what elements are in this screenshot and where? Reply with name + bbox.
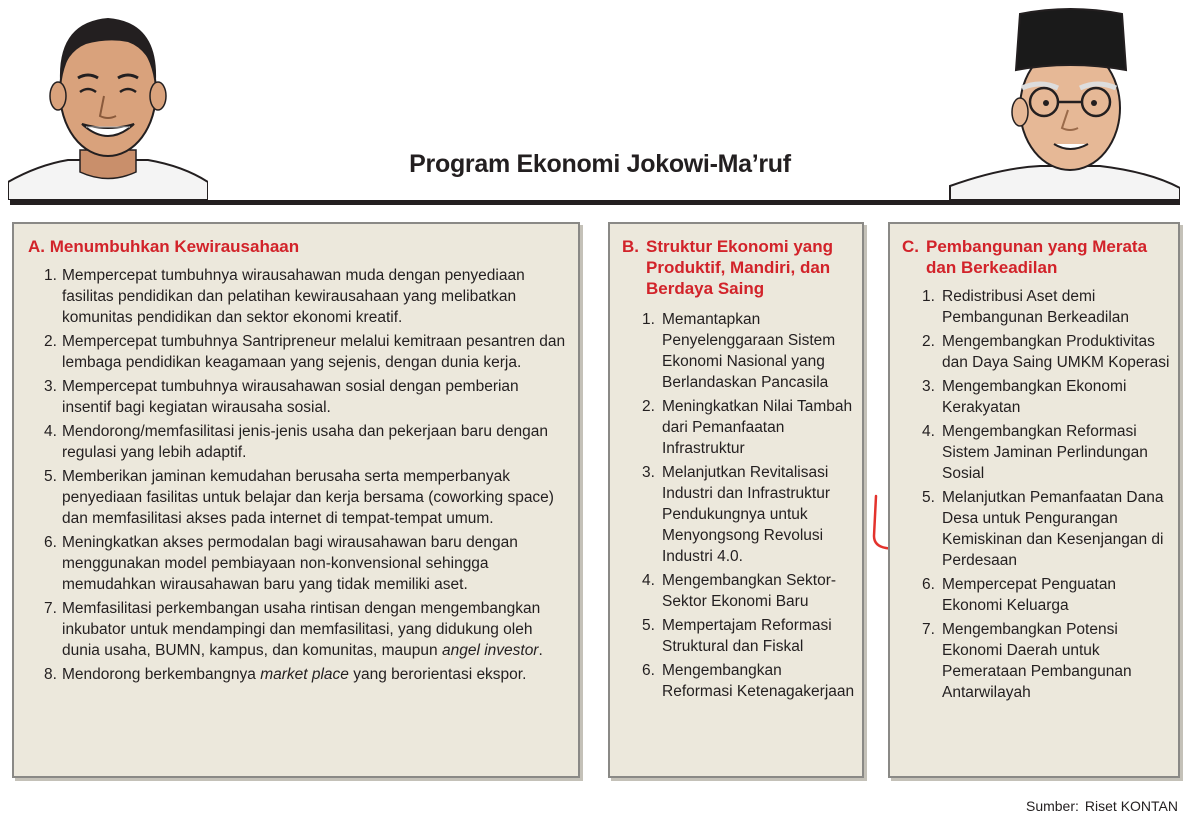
section-a-title: Menumbuhkan Kewirausahaan [49, 237, 300, 256]
item-text: Mengembangkan Sektor-Sektor Ekonomi Baru [662, 572, 837, 610]
source-value: Riset KONTAN [1084, 798, 1178, 814]
item-text: Mempertajam Reformasi Struktural dan Fiskal [662, 617, 832, 655]
item-text: Mempercepat tumbuhnya wirausahawan muda dengan penyediaan fasilitas pendidikan dan pelatihan kewirausahaan yang melibatkan komunitas pendidikan dan sektor ekonomi kreatif. [62, 267, 525, 326]
section-c-list [890, 286, 1178, 703]
section-b-item [610, 462, 862, 567]
item-number: 1. [642, 311, 655, 328]
section-a-panel [12, 222, 580, 778]
item-number: 4. [642, 572, 655, 589]
section-a-item [14, 376, 578, 418]
section-b-panel [608, 222, 864, 778]
item-number: 1. [44, 267, 57, 284]
section-b-item [610, 660, 862, 702]
page-title: Program Ekonomi Jokowi-Ma’ruf [409, 150, 791, 178]
section-c-item [890, 421, 1178, 484]
item-number: 4. [922, 423, 935, 440]
item-text: Mendorong berkembangnya [62, 666, 261, 683]
item-text-after: . [538, 642, 543, 659]
section-b-item [610, 615, 862, 657]
section-a-item [14, 265, 578, 328]
item-text: Mempercepat Penguatan Ekonomi Keluarga [942, 576, 1117, 614]
section-c-heading [902, 236, 1172, 278]
item-number: 4. [44, 423, 57, 440]
item-number: 3. [642, 464, 655, 481]
section-b-list [610, 309, 862, 702]
item-text: Memfasilitasi perkembangan usaha rintisan dengan mengembangkan inkubator untuk mendampingi dan memfasilitasi, yang didukung oleh dunia usaha, BUMN, kampus, dan komunitas, maupun [62, 600, 541, 659]
section-b-title: Struktur Ekonomi yang Produktif, Mandiri, dan Berdaya Saing [646, 237, 834, 298]
item-number: 2. [44, 333, 57, 350]
section-a-item [14, 598, 578, 661]
section-b-heading [622, 236, 856, 299]
section-c-panel [888, 222, 1180, 778]
item-text: Mengembangkan Ekonomi Kerakyatan [942, 378, 1127, 416]
section-b-item [610, 396, 862, 459]
item-text: Memberikan jaminan kemudahan berusaha serta memperbanyak penyediaan fasilitas untuk belajar dan kerja bersama (coworking space) dan memfasilitasi akses pada internet di tempat-tempat umum. [62, 468, 554, 527]
section-c-letter: C. [902, 237, 919, 256]
item-text: Mengembangkan Potensi Ekonomi Daerah untuk Pemerataan Pembangunan Antarwilayah [942, 621, 1132, 701]
item-number: 3. [922, 378, 935, 395]
section-b-letter: B. [622, 237, 639, 256]
section-c-item [890, 487, 1178, 571]
section-c-item [890, 574, 1178, 616]
item-emphasis: angel investor [441, 642, 539, 659]
item-number: 6. [642, 662, 655, 679]
title-divider [10, 200, 1180, 205]
item-number: 2. [642, 398, 655, 415]
section-b-item [610, 309, 862, 393]
section-a-heading [28, 236, 578, 257]
section-b-item [610, 570, 862, 612]
item-text: Meningkatkan akses permodalan bagi wirausahawan baru dengan menggunakan model pembiayaan non-konvensional sehingga memudahkan wirausahawan baru yang tidak memiliki aset. [62, 534, 518, 593]
item-text: Melanjutkan Pemanfaatan Dana Desa untuk Pengurangan Kemiskinan dan Kesenjangan di Perdesaan [942, 489, 1164, 569]
section-c-item [890, 331, 1178, 373]
section-a-list [14, 265, 578, 685]
item-number: 5. [44, 468, 57, 485]
section-c-item [890, 619, 1178, 703]
item-number: 3. [44, 378, 57, 395]
item-text: Melanjutkan Revitalisasi Industri dan Infrastruktur Pendukungnya untuk Menyongsong Revolusi Industri 4.0. [662, 464, 830, 565]
item-text: Mempercepat tumbuhnya wirausahawan sosial dengan pemberian insentif bagi kegiatan wirausaha sosial. [62, 378, 519, 416]
item-text: Mengembangkan Reformasi Sistem Jaminan Perlindungan Sosial [942, 423, 1148, 482]
section-a-item [14, 664, 578, 685]
section-a-item [14, 421, 578, 463]
section-a-letter: A. [28, 237, 45, 256]
item-text: Mengembangkan Produktivitas dan Daya Saing UMKM Koperasi [942, 333, 1170, 371]
item-text: Mendorong/memfasilitasi jenis-jenis usaha dan pekerjaan baru dengan regulasi yang lebih adaptif. [62, 423, 548, 461]
item-number: 6. [44, 534, 57, 551]
item-text: Mengembangkan Reformasi Ketenagakerjaan [662, 662, 855, 700]
item-number: 5. [922, 489, 935, 506]
item-number: 2. [922, 333, 935, 350]
item-emphasis: market place [260, 666, 349, 683]
section-a-item [14, 331, 578, 373]
item-number: 1. [922, 288, 935, 305]
item-number: 7. [922, 621, 935, 638]
item-number: 7. [44, 600, 57, 617]
item-text: Memantapkan Penyelenggaraan Sistem Ekonomi Nasional yang Berlandaskan Pancasila [662, 311, 836, 391]
item-text-after: yang berorientasi ekspor. [348, 666, 527, 683]
item-text: Meningkatkan Nilai Tambah dari Pemanfaatan Infrastruktur [662, 398, 853, 457]
item-text: Redistribusi Aset demi Pembangunan Berkeadilan [942, 288, 1129, 326]
source-label: Sumber: [1025, 798, 1079, 814]
section-c-item [890, 286, 1178, 328]
section-a-item [14, 532, 578, 595]
source-credit [1026, 798, 1178, 814]
item-number: 6. [922, 576, 935, 593]
section-c-title: Pembangunan yang Merata dan Berkeadilan [926, 237, 1148, 277]
section-a-item [14, 466, 578, 529]
item-number: 8. [44, 666, 57, 683]
item-text: Mempercepat tumbuhnya Santripreneur melalui kemitraan pesantren dan lembaga pendidikan keagamaan yang sejenis, dengan dunia kerja. [62, 333, 566, 371]
section-c-item [890, 376, 1178, 418]
item-number: 5. [642, 617, 655, 634]
